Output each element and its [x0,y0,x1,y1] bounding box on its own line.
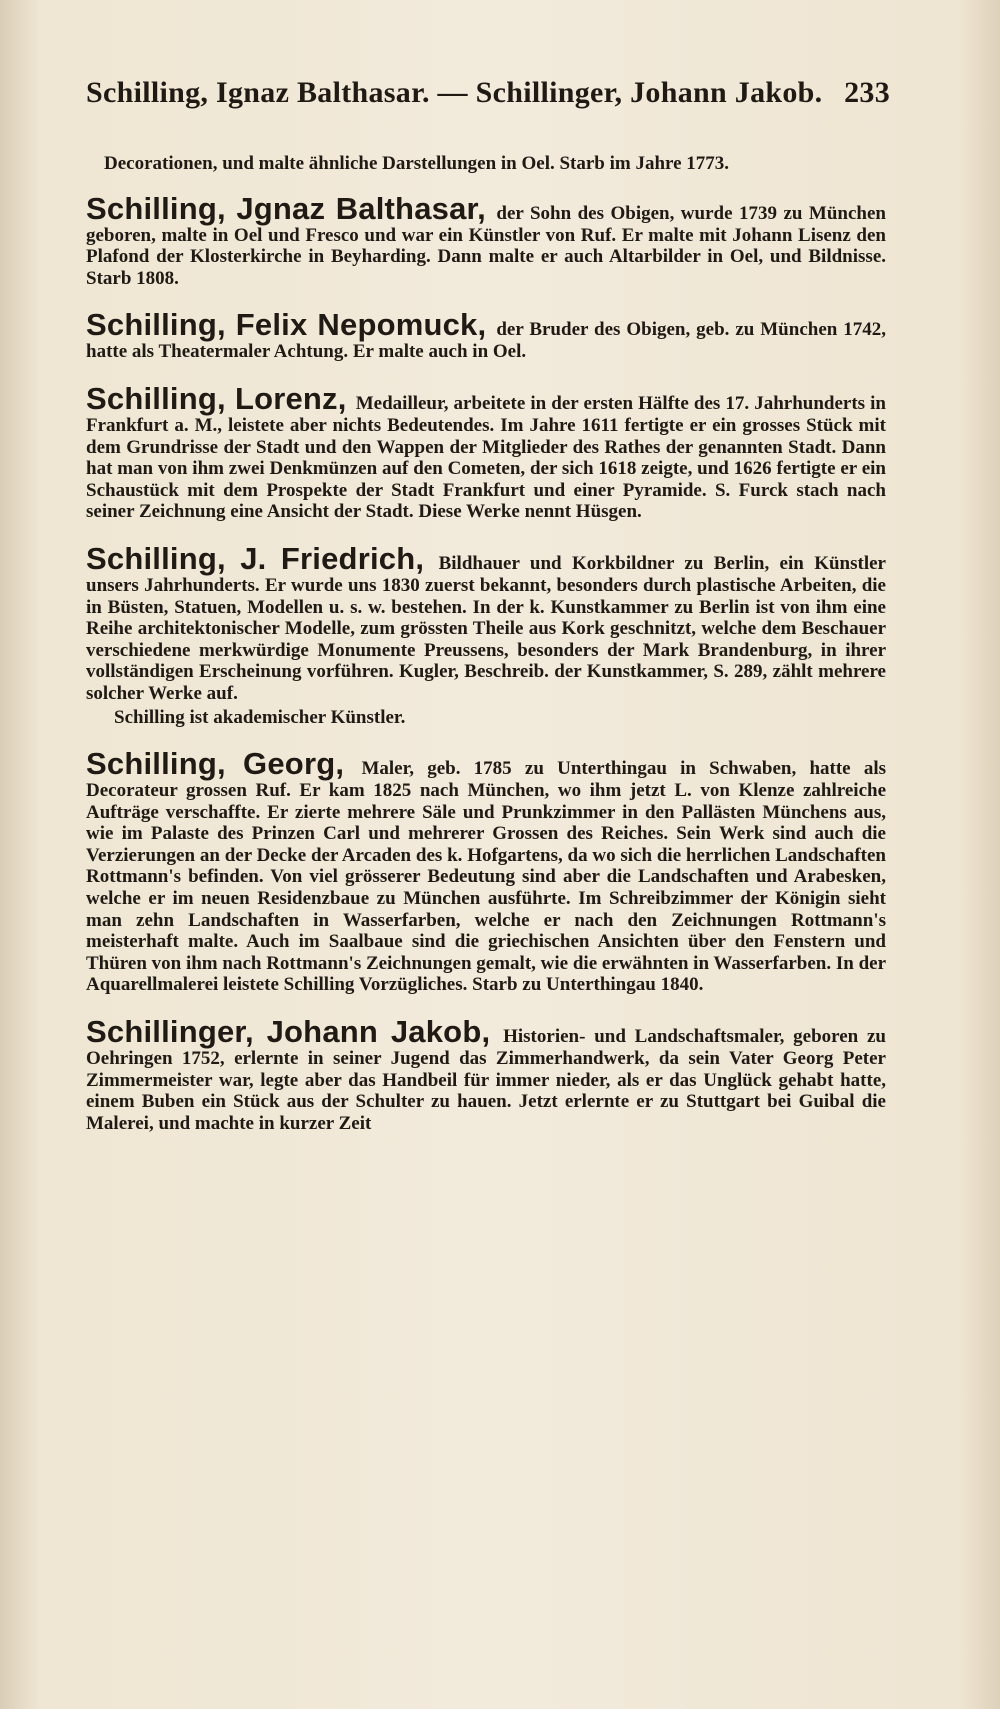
entry-headword: Schilling, Jgnaz Balthasar, [86,190,497,226]
entry-headword: Schilling, Felix Nepomuck, [86,307,497,343]
entry-schilling-friedrich [86,540,886,728]
entry-text: Medailleur, arbeitete in der ersten Hälfte des 17. Jahrhunderts in Frankfurt a. M., leistete aber nichts Bedeutendes. Im Jahre 1611 fertigte er ein grosses Stück mit dem Grundrisse der Stadt und den Wappen der Mitglieder des Rathes der genannten Stadt. Dann hat man von ihm zwei Denkmünzen auf den Cometen, der sich 1618 zeigte, und 1626 fertigte er ein Schaustück mit dem Prospekte der Stadt Frankfurt und einer Pyramide. S. Furck stach nach seiner Zeichnung eine Ansicht der Stadt. Diese Werke nennt Hüsgen. [86,392,886,523]
entry-headword: Schilling, Lorenz, [86,380,356,416]
entry-text: Maler, geb. 1785 zu Unterthingau in Schwaben, hatte als Decorateur grossen Ruf. Er kam 1825 nach München, wo ihm jetzt L. von Klenze zahlreiche Aufträge verschaffte. Er zierte mehrere Säle und Prunkzimmer in den Pallästen Münchens aus, wie im Palaste des Prinzen Carl und mehrerer Grossen des Reiches. Sein Werk sind auch die Verzierungen an der Decke der Arcaden des k. Hofgartens, da wo sich die herrlichen Landschaften Rottmann's befinden. Von viel grösserer Bedeutung sind aber die Landschaften und Arabesken, welche er im neuen Residenzbaue zu München ausführte. Im Schreibzimmer der Königin sieht man zehn Landschaften in Wasserfarben, welche er nach den Zeichnungen Rottmann's meisterhaft malte. Auch im Saalbaue sind die griechischen Ansichten über den Fenstern und Thüren von ihm nach Rottmann's Zeichnungen gemalt, wie die erwähnten in Wasserfarben. In der Aquarellmalerei leistete Schilling Vorzügliches. Starb zu Unterthingau 1840. [86,758,887,996]
running-title: Schilling, Ignaz Balthasar. — Schillinger, Johann Jakob. [86,76,823,109]
entry-headword: Schillinger, Johann Jakob, [86,1014,504,1050]
running-header [86,76,890,110]
page-number: 233 [844,76,890,109]
page-body [86,134,886,1134]
entry-schillinger-johann [86,1016,886,1134]
entry-text: der Sohn des Obigen, wurde 1739 zu München geboren, malte in Oel und Fresco und war ein Künstler von Ruf. Er malte mit Johann Lisenz den Plafond der Klosterkirche in Beyharding. Dann malte er auch Altarbilder in Oel, und Bildnisse. Starb 1808. [86,202,886,289]
entry-text: der Bruder des Obigen, geb. zu München 1742, hatte als Theatermaler Achtung. Er malte auch in Oel. [86,319,886,363]
entry-note: Schilling ist akademischer Künstler. [114,706,406,728]
entry-headword: Schilling, Georg, [86,746,362,782]
entry-schilling-ignaz [86,190,886,290]
entry-headword: Schilling, J. Friedrich, [86,540,439,576]
entry-schilling-felix [86,309,886,363]
entry-schilling-georg [86,748,886,996]
continuation-text: Decorationen, und malte ähnliche Darstellungen in Oel. Starb im Jahre 1773. [104,153,730,174]
entry-schilling-lorenz [86,380,886,523]
entry-text: Bildhauer und Korkbildner zu Berlin, ein Künstler unsers Jahrhunderts. Er wurde uns 1830 zuerst bekannt, besonders durch plastische Arbeiten, die in Büsten, Statuen, Modellen u. s. w. bestehen. In der k. Kunstkammer zu Berlin ist von ihm eine Reihe architektonischer Modelle, zum grössten Theile aus Kork geschnitzt, welche dem Beschauer verschiedene merkwürdige Monumente Preussens, besonders der Mark Brandenburg, in ihrer vollständigen Erscheinung vorführen. Kugler, Beschreib. der Kunstkammer, S. 289, zählt mehrere solcher Werke auf. [86,552,886,704]
entry-text: Historien- und Landschaftsmaler, geboren zu Oehringen 1752, erlernte in seiner Jugend das Zimmerhandwerk, da sein Vater Georg Peter Zimmermeister war, legte aber das Handbeil für immer nieder, als er das Unglück gehabt hatte, einem Buben ein Stück aus der Schulter zu hauen. Jetzt erlernte er zu Stuttgart bei Guibal die Malerei, und machte in kurzer Zeit [86,1026,886,1134]
